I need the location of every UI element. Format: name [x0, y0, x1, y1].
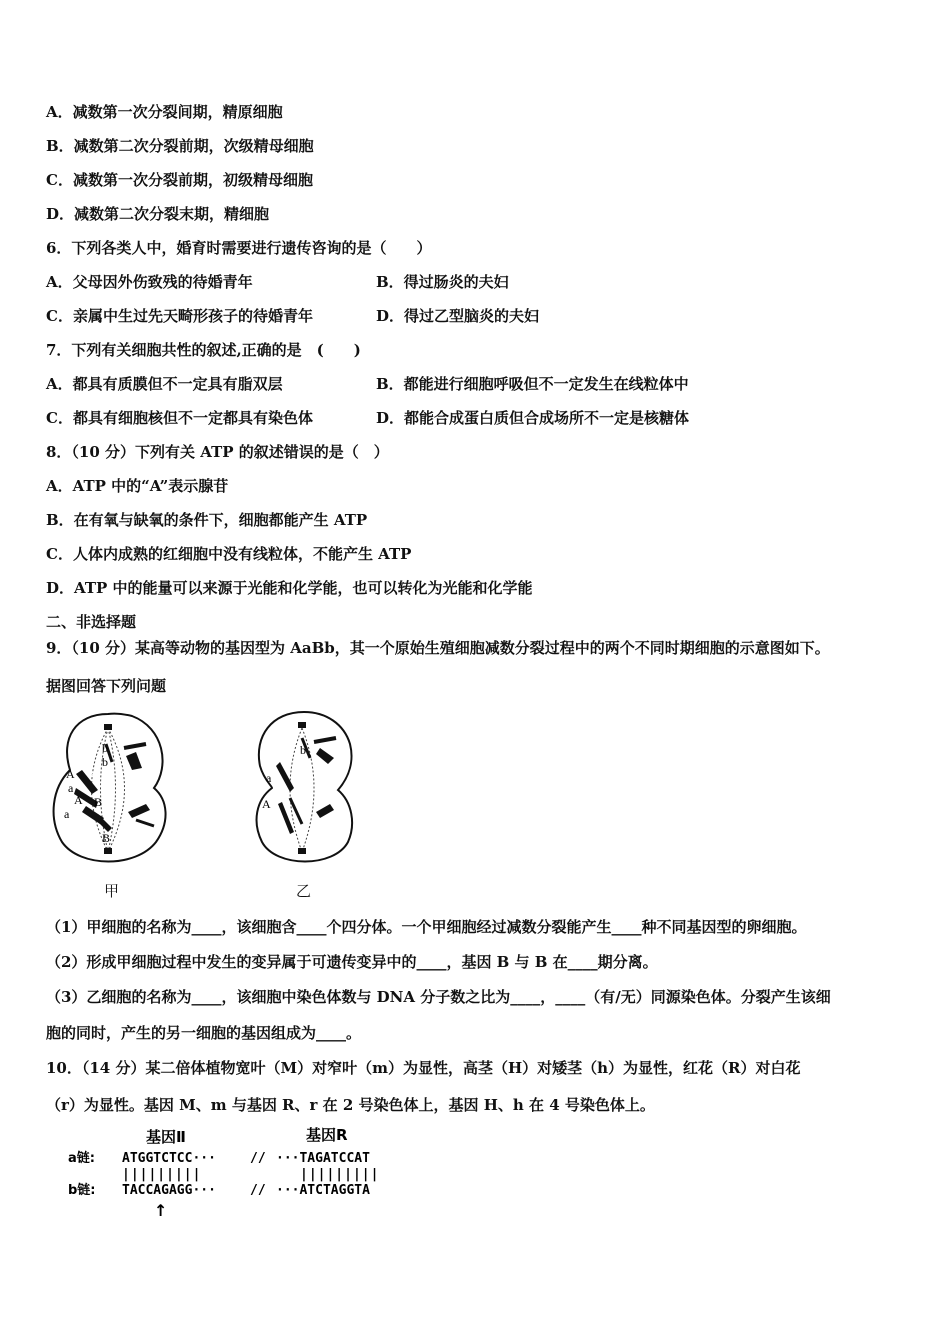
label-B-2: B	[102, 831, 111, 845]
q9-sub1: （1）甲细胞的名称为____，该细胞含____个四分体。一个甲细胞经过减数分裂能产生____种不同基因型的卵细胞。	[46, 918, 807, 936]
q9-sub3: （3）乙细胞的名称为____，该细胞中染色体数与 DNA 分子数之比为____，____（有/无）同源染色体。分裂产生该细	[46, 988, 831, 1006]
b-strand-seq2: ···ATCTAGGTA	[276, 1183, 370, 1198]
q8-option-c: C．人体内成熟的红细胞中没有线粒体，不能产生 ATP	[46, 545, 412, 563]
yi-label-a: a	[266, 771, 272, 785]
q5-option-b: B．减数第二次分裂前期，次级精母细胞	[46, 137, 314, 155]
yi-label-b: b	[300, 743, 306, 757]
q7-stem: 7．下列有关细胞共性的叙述,正确的是 ( )	[46, 341, 361, 359]
q6-option-c: C．亲属中生过先天畸形孩子的待婚青年	[46, 307, 313, 325]
b-strand-label: b链:	[68, 1183, 96, 1198]
q7-option-d: D．都能合成蛋白质但合成场所不一定是核糖体	[376, 409, 690, 427]
gene-r-label: 基因R	[306, 1126, 348, 1144]
section-heading: 二、非选择题	[46, 613, 137, 631]
q8-option-d: D．ATP 中的能量可以来源于光能和化学能，也可以转化为光能和化学能	[46, 579, 533, 597]
q10-stem: 10．（14 分）某二倍体植物宽叶（M）对窄叶（m）为显性，高茎（H）对矮茎（h）为显性，红花（R）对白花	[46, 1059, 801, 1077]
pairing-bars-1: |||||||||	[122, 1167, 202, 1182]
figure-caption-yi: 乙	[296, 882, 312, 900]
q9-stem: 9．（10 分）某高等动物的基因型为 AaBb，其一个原始生殖细胞减数分裂过程中的两个不同时期细胞的示意图如下。	[46, 639, 830, 657]
q6-stem: 6．下列各类人中，婚育时需要进行遗传咨询的是（ ）	[46, 239, 432, 257]
a-strand-label: a链:	[68, 1151, 95, 1166]
b-strand-seq1: TACCAGAGG···	[122, 1183, 216, 1198]
q9-sub2: （2）形成甲细胞过程中发生的变异属于可遗传变异中的____，基因 B 与 B 在____期分离。	[46, 953, 658, 971]
q7-option-a: A．都具有质膜但不一定具有脂双层	[46, 375, 283, 393]
label-a-2: a	[64, 807, 70, 821]
q8-option-a: A．ATP 中的“A”表示腺苷	[46, 477, 229, 495]
q9-sub3-continued: 胞的同时，产生的另一细胞的基因组成为____。	[46, 1024, 362, 1042]
figure-cell-yi	[250, 708, 360, 868]
label-A-2: A	[74, 793, 83, 807]
q9-stem-continued: 据图回答下列问题	[46, 677, 167, 695]
figure-caption-jia: 甲	[104, 882, 120, 900]
q7-option-b: B．都能进行细胞呼吸但不一定发生在线粒体中	[376, 375, 689, 393]
q5-option-a: A．减数第一次分裂间期，精原细胞	[46, 103, 283, 121]
q8-stem: 8．（10 分）下列有关 ATP 的叙述错误的是（ ）	[46, 443, 389, 461]
yi-label-A: A	[262, 797, 271, 811]
q6-option-b: B．得过肠炎的夫妇	[376, 273, 509, 291]
q5-option-d: D．减数第二次分裂末期，精细胞	[46, 205, 270, 223]
pairing-bars-2: |||||||||	[300, 1167, 380, 1182]
q6-option-d: D．得过乙型脑炎的夫妇	[376, 307, 540, 325]
label-b-2: b	[102, 755, 108, 769]
q6-row2	[46, 306, 926, 326]
figure-cell-jia	[46, 708, 176, 868]
a-strand-seq2: ···TAGATCCAT	[276, 1151, 370, 1166]
mutation-arrow-icon: ↑	[154, 1201, 168, 1220]
dna-figure	[68, 1124, 408, 1220]
q7-option-c: C．都具有细胞核但不一定都具有染色体	[46, 409, 313, 427]
q7-row2	[46, 408, 926, 428]
q6-row1	[46, 272, 926, 292]
q6-option-a: A．父母因外伤致残的待婚青年	[46, 273, 253, 291]
label-A-1: A	[66, 767, 75, 781]
q5-option-c: C．减数第一次分裂前期，初级精母细胞	[46, 171, 313, 189]
q8-option-b: B．在有氧与缺氧的条件下，细胞都能产生 ATP	[46, 511, 368, 529]
a-strand-sep: //	[250, 1151, 266, 1166]
label-b-1: b	[102, 741, 108, 755]
q10-stem-continued: （r）为显性。基因 M、m 与基因 R、r 在 2 号染色体上，基因 H、h 在 4 号染色体上。	[46, 1096, 655, 1114]
q7-row1	[46, 374, 926, 394]
a-strand-seq1: ATGGTCTCC···	[122, 1151, 216, 1166]
gene-m-label: 基因Ⅱ	[146, 1128, 186, 1146]
label-B-1: B	[94, 795, 103, 809]
b-strand-sep: //	[250, 1183, 266, 1198]
label-a-1: a	[68, 781, 74, 795]
